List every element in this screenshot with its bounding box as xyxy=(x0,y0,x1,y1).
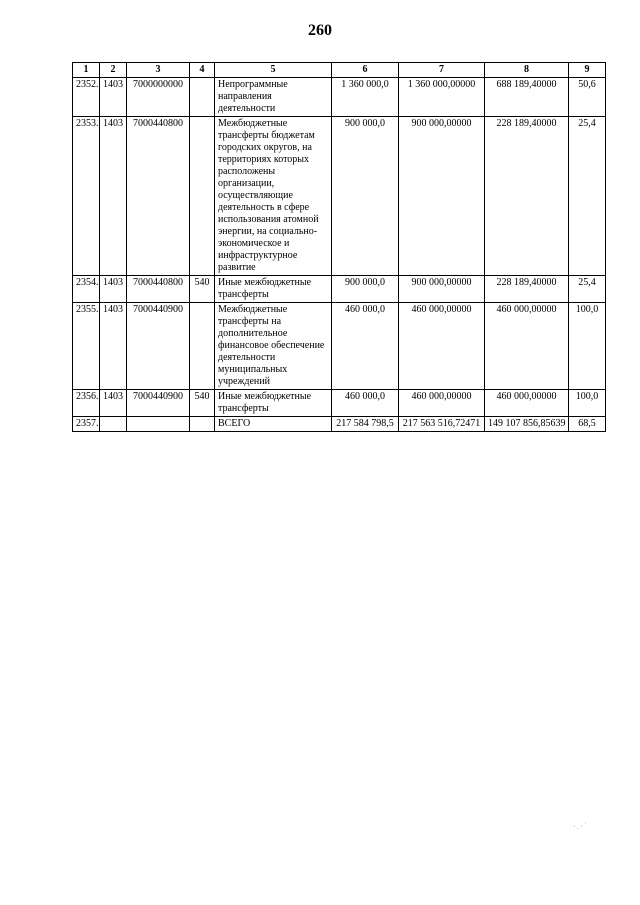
value-col-6: 460 000,0 xyxy=(332,390,399,417)
column-header: 1 xyxy=(73,63,100,78)
table-row xyxy=(73,276,606,303)
row-number: 2357. xyxy=(73,417,100,432)
row-number: 2356. xyxy=(73,390,100,417)
column-header: 8 xyxy=(485,63,569,78)
section-code: 1403 xyxy=(100,303,127,390)
value-col-9: 68,5 xyxy=(569,417,606,432)
value-col-7: 217 563 516,72471 xyxy=(399,417,485,432)
section-code: 1403 xyxy=(100,390,127,417)
value-col-9: 50,6 xyxy=(569,78,606,117)
row-number: 2353. xyxy=(73,117,100,276)
value-col-9: 100,0 xyxy=(569,303,606,390)
row-number: 2352. xyxy=(73,78,100,117)
value-col-9: 25,4 xyxy=(569,117,606,276)
item-name: Иные межбюджетные трансферты xyxy=(215,276,332,303)
value-col-7: 900 000,00000 xyxy=(399,117,485,276)
value-col-8: 228 189,40000 xyxy=(485,117,569,276)
column-header: 6 xyxy=(332,63,399,78)
column-header: 5 xyxy=(215,63,332,78)
item-name: Иные межбюджетные трансферты xyxy=(215,390,332,417)
scan-artifact: ·.·˙ xyxy=(573,822,589,831)
expense-type-code xyxy=(190,78,215,117)
item-name: ВСЕГО xyxy=(215,417,332,432)
value-col-7: 1 360 000,00000 xyxy=(399,78,485,117)
value-col-6: 460 000,0 xyxy=(332,303,399,390)
column-header: 7 xyxy=(399,63,485,78)
section-code: 1403 xyxy=(100,276,127,303)
column-header: 3 xyxy=(127,63,190,78)
value-col-8: 228 189,40000 xyxy=(485,276,569,303)
item-name: Непрограммные направления деятельности xyxy=(215,78,332,117)
table-row xyxy=(73,78,606,117)
value-col-6: 1 360 000,0 xyxy=(332,78,399,117)
expense-type-code xyxy=(190,303,215,390)
expense-type-code xyxy=(190,417,215,432)
value-col-6: 900 000,0 xyxy=(332,276,399,303)
budget-table xyxy=(72,62,606,432)
value-col-9: 25,4 xyxy=(569,276,606,303)
column-header: 9 xyxy=(569,63,606,78)
value-col-6: 900 000,0 xyxy=(332,117,399,276)
target-code: 7000440900 xyxy=(127,303,190,390)
page-number: 260 xyxy=(308,22,332,39)
expense-type-code: 540 xyxy=(190,276,215,303)
target-code: 7000440900 xyxy=(127,390,190,417)
value-col-6: 217 584 798,5 xyxy=(332,417,399,432)
row-number: 2355. xyxy=(73,303,100,390)
table-row xyxy=(73,303,606,390)
section-code: 1403 xyxy=(100,117,127,276)
column-header: 2 xyxy=(100,63,127,78)
table-row xyxy=(73,117,606,276)
value-col-7: 460 000,00000 xyxy=(399,303,485,390)
value-col-8: 149 107 856,85639 xyxy=(485,417,569,432)
row-number: 2354. xyxy=(73,276,100,303)
value-col-8: 460 000,00000 xyxy=(485,303,569,390)
item-name: Межбюджетные трансферты на дополнительное финансовое обеспечение деятельности муниципальных учреждений xyxy=(215,303,332,390)
total-row xyxy=(73,417,606,432)
section-code xyxy=(100,417,127,432)
item-name: Межбюджетные трансферты бюджетам городских округов, на территориях которых расположены организации, осуществляющие деятельность в сфере использования атомной энергии, на социально-экономическое и инфраструктурное развитие xyxy=(215,117,332,276)
target-code: 7000440800 xyxy=(127,117,190,276)
target-code: 7000440800 xyxy=(127,276,190,303)
value-col-8: 688 189,40000 xyxy=(485,78,569,117)
expense-type-code: 540 xyxy=(190,390,215,417)
value-col-7: 900 000,00000 xyxy=(399,276,485,303)
section-code: 1403 xyxy=(100,78,127,117)
target-code: 7000000000 xyxy=(127,78,190,117)
value-col-8: 460 000,00000 xyxy=(485,390,569,417)
expense-type-code xyxy=(190,117,215,276)
table-row xyxy=(73,390,606,417)
column-header: 4 xyxy=(190,63,215,78)
target-code xyxy=(127,417,190,432)
header-row xyxy=(73,63,606,78)
value-col-9: 100,0 xyxy=(569,390,606,417)
value-col-7: 460 000,00000 xyxy=(399,390,485,417)
